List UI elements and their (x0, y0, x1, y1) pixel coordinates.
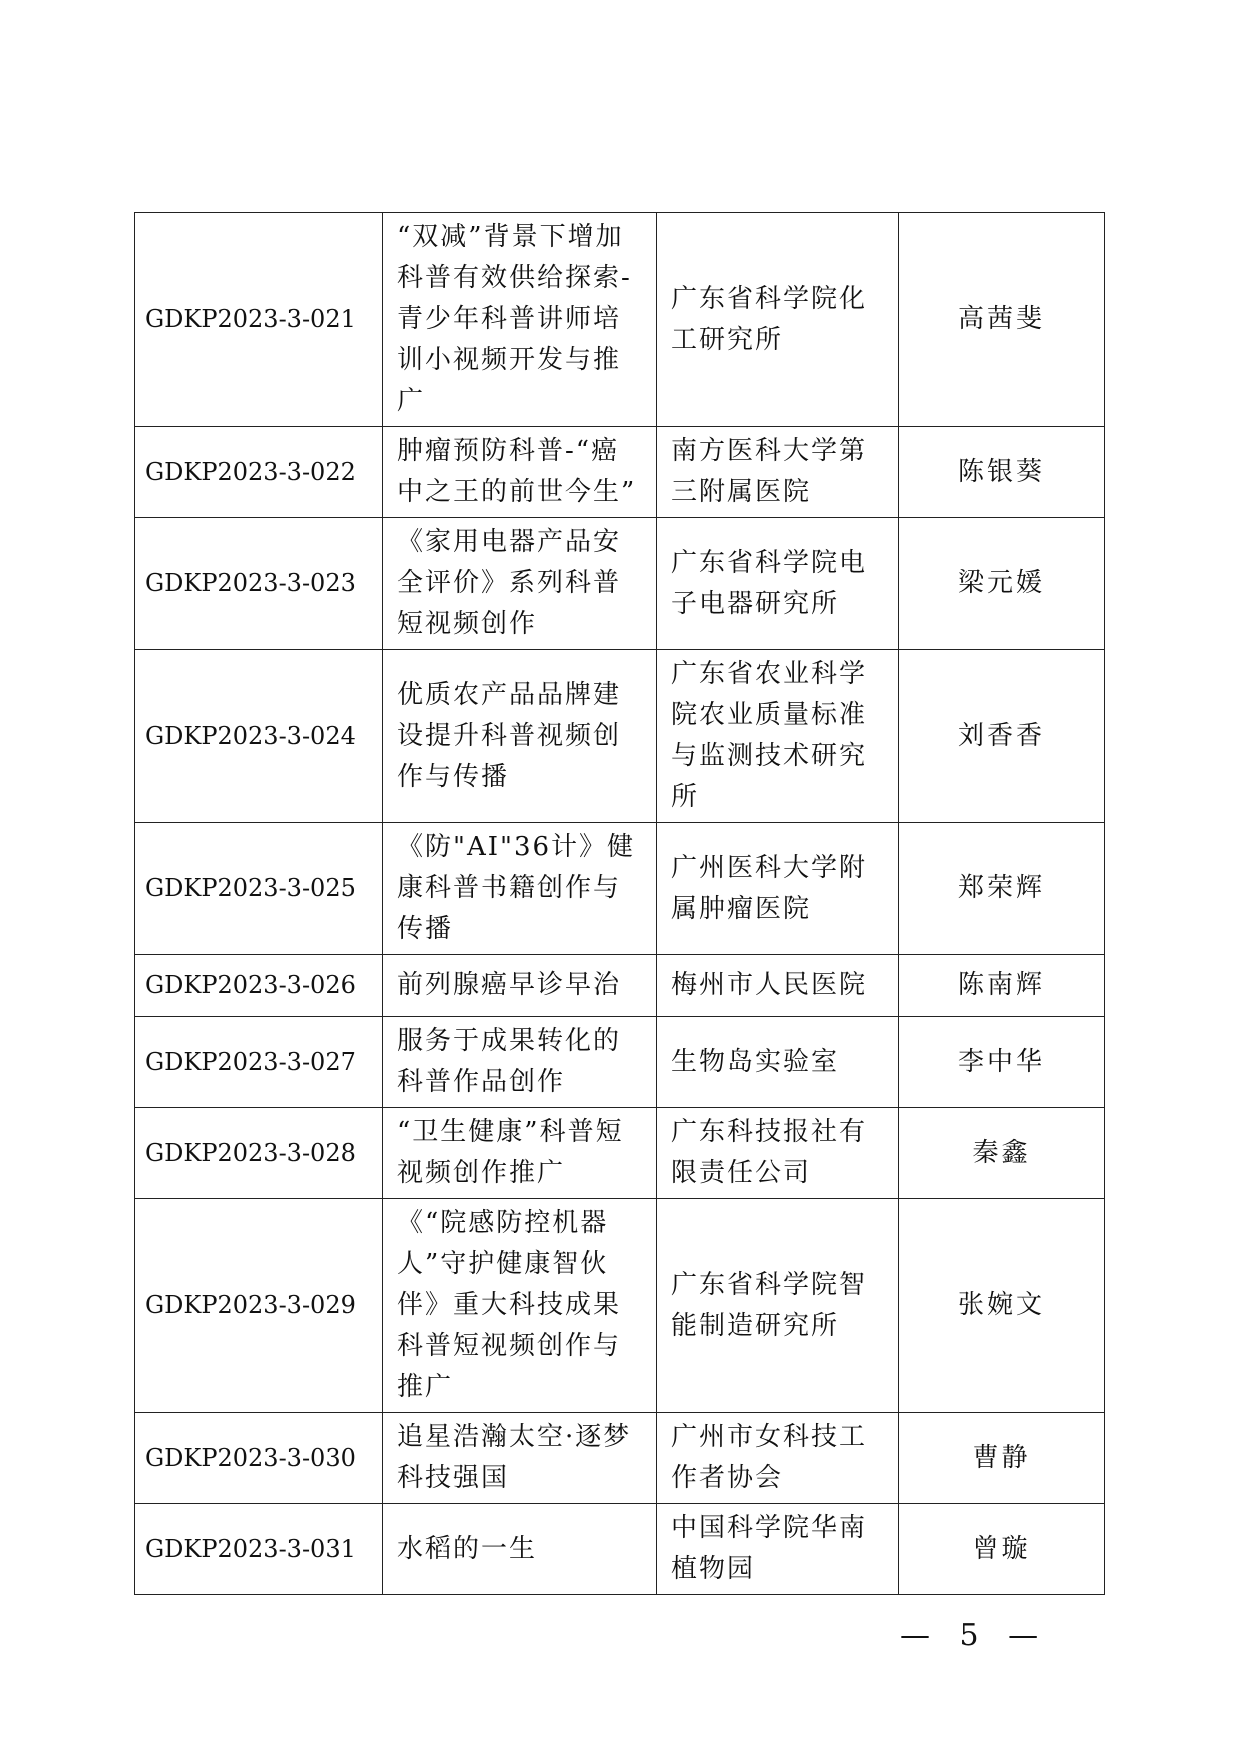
table-row (135, 213, 1105, 427)
table-row (135, 955, 1105, 1017)
project-title: 优质农产品品牌建设提升科普视频创作与传播 (383, 650, 657, 823)
project-code: GDKP2023-3-029 (135, 1199, 383, 1413)
project-leader: 陈银葵 (899, 427, 1105, 518)
project-title: 水稻的一生 (383, 1504, 657, 1595)
project-title: 《“院感防控机器人”守护健康智伙伴》重大科技成果科普短视频创作与推广 (383, 1199, 657, 1413)
project-leader: 刘香香 (899, 650, 1105, 823)
table-row (135, 518, 1105, 650)
project-unit: 广东省科学院电子电器研究所 (657, 518, 899, 650)
project-title: 追星浩瀚太空·逐梦科技强国 (383, 1413, 657, 1504)
project-unit: 广东省农业科学院农业质量标准与监测技术研究所 (657, 650, 899, 823)
project-code: GDKP2023-3-026 (135, 955, 383, 1017)
table-row (135, 1199, 1105, 1413)
project-code: GDKP2023-3-022 (135, 427, 383, 518)
table-row (135, 650, 1105, 823)
project-title: 《防"AI"36计》健康科普书籍创作与传播 (383, 823, 657, 955)
project-code: GDKP2023-3-024 (135, 650, 383, 823)
project-title: “双减”背景下增加科普有效供给探索-青少年科普讲师培训小视频开发与推广 (383, 213, 657, 427)
table-row (135, 1108, 1105, 1199)
project-leader: 曹静 (899, 1413, 1105, 1504)
project-code: GDKP2023-3-031 (135, 1504, 383, 1595)
table-row (135, 823, 1105, 955)
project-leader: 高茜斐 (899, 213, 1105, 427)
project-leader: 曾璇 (899, 1504, 1105, 1595)
project-unit: 广东省科学院化工研究所 (657, 213, 899, 427)
project-leader: 李中华 (899, 1017, 1105, 1108)
project-code: GDKP2023-3-027 (135, 1017, 383, 1108)
project-unit: 南方医科大学第三附属医院 (657, 427, 899, 518)
project-unit: 广州医科大学附属肿瘤医院 (657, 823, 899, 955)
project-title: 肿瘤预防科普-“癌中之王的前世今生” (383, 427, 657, 518)
project-code: GDKP2023-3-025 (135, 823, 383, 955)
project-unit: 生物岛实验室 (657, 1017, 899, 1108)
project-unit: 广州市女科技工作者协会 (657, 1413, 899, 1504)
project-unit: 中国科学院华南植物园 (657, 1504, 899, 1595)
project-unit: 广东科技报社有限责任公司 (657, 1108, 899, 1199)
project-leader: 陈南辉 (899, 955, 1105, 1017)
project-leader: 梁元媛 (899, 518, 1105, 650)
project-code: GDKP2023-3-021 (135, 213, 383, 427)
project-title: 前列腺癌早诊早治 (383, 955, 657, 1017)
project-leader: 郑荣辉 (899, 823, 1105, 955)
table-row (135, 1017, 1105, 1108)
project-unit: 梅州市人民医院 (657, 955, 899, 1017)
table-row (135, 427, 1105, 518)
project-code: GDKP2023-3-028 (135, 1108, 383, 1199)
project-title: “卫生健康”科普短视频创作推广 (383, 1108, 657, 1199)
project-code: GDKP2023-3-023 (135, 518, 383, 650)
table-row (135, 1413, 1105, 1504)
project-title: 《家用电器产品安全评价》系列科普短视频创作 (383, 518, 657, 650)
project-title: 服务于成果转化的科普作品创作 (383, 1017, 657, 1108)
project-leader: 张婉文 (899, 1199, 1105, 1413)
project-leader: 秦鑫 (899, 1108, 1105, 1199)
project-unit: 广东省科学院智能制造研究所 (657, 1199, 899, 1413)
table-row (135, 1504, 1105, 1595)
project-table (134, 212, 1105, 1595)
page-number: — 5 — (900, 1618, 1049, 1653)
project-code: GDKP2023-3-030 (135, 1413, 383, 1504)
